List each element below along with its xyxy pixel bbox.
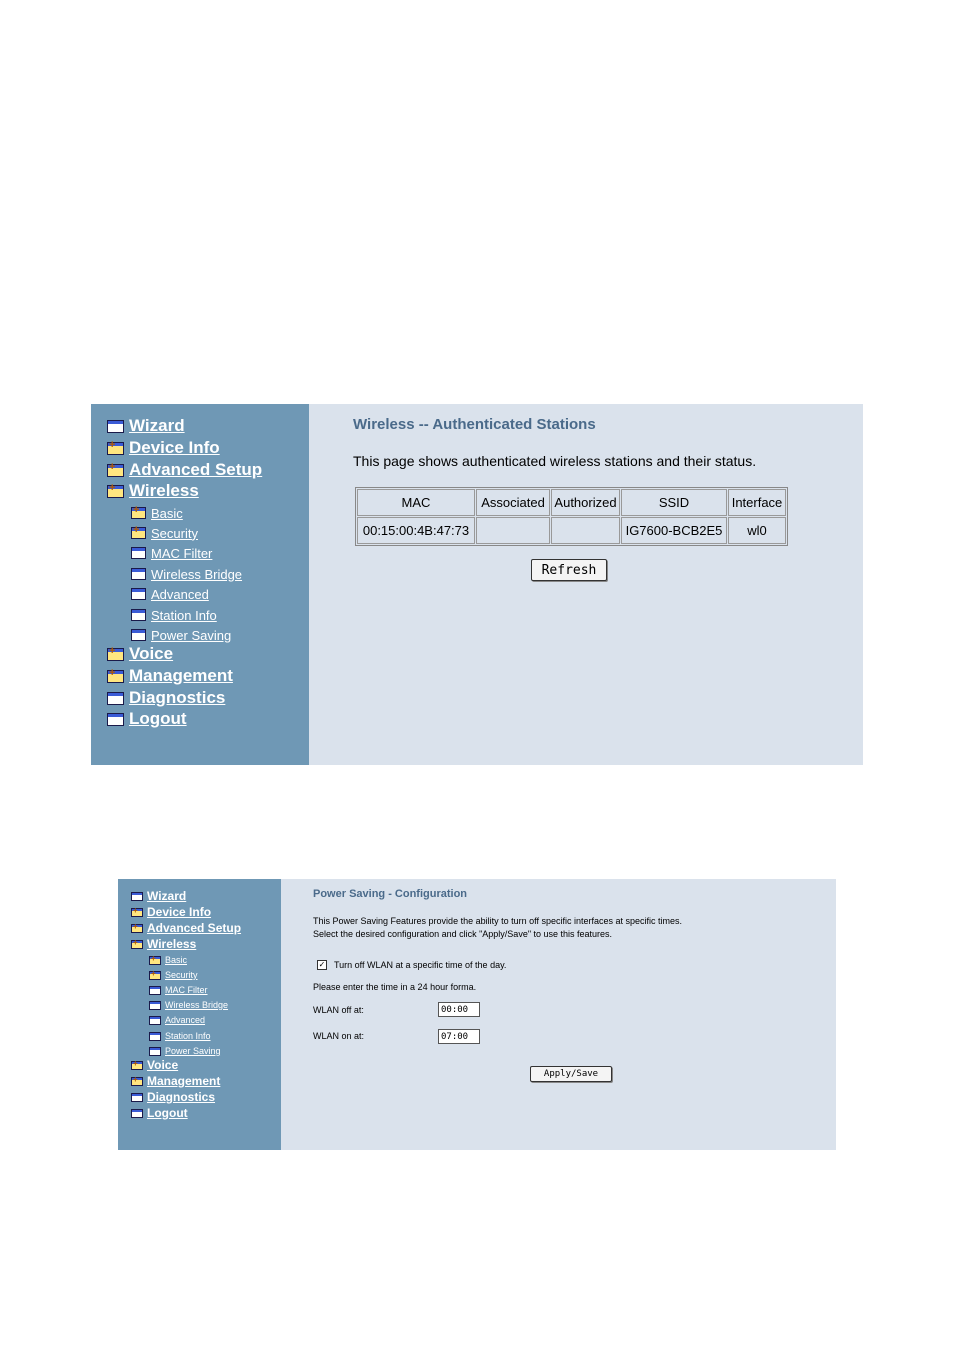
nav-voice[interactable]: Voice bbox=[147, 1058, 179, 1072]
station-interface: wl0 bbox=[728, 517, 786, 544]
column-header: Authorized bbox=[551, 489, 620, 516]
folder-icon bbox=[149, 986, 161, 995]
folder-plus-icon bbox=[107, 670, 124, 683]
nav-wireless-mac-filter[interactable]: MAC Filter bbox=[165, 985, 208, 995]
nav-wireless-basic[interactable]: Basic bbox=[165, 955, 188, 965]
content-area bbox=[309, 404, 863, 765]
nav-wireless-power-saving[interactable]: Power Saving bbox=[151, 627, 232, 643]
column-header: MAC bbox=[357, 489, 475, 516]
wlan-on-label: WLAN on at: bbox=[313, 1031, 365, 1041]
nav-wireless-basic[interactable]: Basic bbox=[151, 505, 183, 521]
wlan-schedule-checkbox[interactable]: ✓ bbox=[318, 960, 326, 969]
nav-wireless-security[interactable]: Security bbox=[165, 970, 198, 980]
folder-icon bbox=[107, 713, 124, 726]
nav-wireless-station-info[interactable]: Station Info bbox=[165, 1031, 211, 1041]
folder-icon bbox=[149, 1032, 161, 1041]
nav-wireless-advanced[interactable]: Advanced bbox=[151, 586, 209, 602]
nav-device-info[interactable]: Device Info bbox=[129, 438, 220, 457]
checkbox-label: Turn off WLAN at a specific time of the day. bbox=[334, 960, 507, 970]
page-description: This Power Saving Features provide the ability to turn off specific interfaces at specific times. bbox=[313, 916, 682, 926]
folder-plus-icon bbox=[131, 924, 143, 933]
page-title: Power Saving - Configuration bbox=[313, 888, 468, 900]
nav-wizard[interactable]: Wizard bbox=[129, 416, 185, 435]
folder-icon bbox=[131, 609, 146, 621]
folder-plus-icon bbox=[149, 971, 161, 980]
apply-save-button[interactable]: Apply/Save bbox=[530, 1066, 612, 1082]
folder-icon bbox=[107, 692, 124, 705]
nav-management[interactable]: Management bbox=[147, 1074, 221, 1088]
stations-table bbox=[355, 487, 788, 546]
nav-device-info[interactable]: Device Info bbox=[147, 905, 212, 919]
nav-wireless[interactable]: Wireless bbox=[147, 937, 197, 951]
folder-icon bbox=[131, 629, 146, 641]
wlan-off-time-input[interactable] bbox=[438, 1002, 480, 1017]
sidebar bbox=[118, 879, 281, 1150]
nav-wizard[interactable]: Wizard bbox=[147, 889, 187, 903]
folder-plus-icon bbox=[107, 442, 124, 455]
nav-advanced-setup[interactable]: Advanced Setup bbox=[129, 460, 263, 479]
table-header-row bbox=[357, 489, 786, 516]
nav-wireless-power-saving[interactable]: Power Saving bbox=[165, 1046, 221, 1056]
sidebar bbox=[91, 404, 309, 765]
folder-plus-icon bbox=[131, 507, 146, 519]
folder-icon bbox=[131, 892, 143, 901]
nav-wireless-station-info[interactable]: Station Info bbox=[151, 607, 217, 623]
folder-icon bbox=[131, 1109, 143, 1118]
nav-wireless-bridge[interactable]: Wireless Bridge bbox=[151, 566, 243, 582]
nav-advanced-setup[interactable]: Advanced Setup bbox=[147, 921, 242, 935]
folder-icon bbox=[131, 1093, 143, 1102]
folder-icon bbox=[149, 1001, 161, 1010]
folder-plus-icon bbox=[107, 485, 124, 498]
nav-logout[interactable]: Logout bbox=[147, 1106, 188, 1120]
content-area bbox=[281, 879, 836, 1150]
folder-plus-icon bbox=[107, 648, 124, 661]
folder-icon bbox=[149, 1047, 161, 1056]
folder-icon bbox=[131, 588, 146, 600]
folder-icon bbox=[149, 1016, 161, 1025]
nav-logout[interactable]: Logout bbox=[129, 709, 187, 728]
nav-wireless-advanced[interactable]: Advanced bbox=[165, 1015, 206, 1025]
column-header: Associated bbox=[476, 489, 550, 516]
page-description: This page shows authenticated wireless stations and their status. bbox=[353, 453, 757, 469]
folder-icon bbox=[131, 547, 146, 559]
folder-plus-icon bbox=[131, 908, 143, 917]
folder-plus-icon bbox=[131, 940, 143, 949]
nav-wireless[interactable]: Wireless bbox=[129, 481, 199, 500]
page-description: Select the desired configuration and click "Apply/Save" to use this features. bbox=[313, 929, 613, 939]
station-ssid: IG7600-BCB2E5 bbox=[621, 517, 727, 544]
folder-plus-icon bbox=[107, 464, 124, 477]
nav-wireless-mac-filter[interactable]: MAC Filter bbox=[151, 545, 213, 561]
nav-voice[interactable]: Voice bbox=[129, 644, 174, 663]
nav-management[interactable]: Management bbox=[129, 666, 233, 685]
column-header: SSID bbox=[621, 489, 727, 516]
folder-plus-icon bbox=[131, 527, 146, 539]
table-row bbox=[357, 517, 786, 544]
power-saving-screen bbox=[118, 879, 836, 1150]
station-info-screen bbox=[91, 404, 863, 765]
refresh-button[interactable]: Refresh bbox=[531, 559, 607, 581]
nav-wireless-security[interactable]: Security bbox=[151, 525, 198, 541]
wlan-off-label: WLAN off at: bbox=[313, 1005, 364, 1015]
folder-plus-icon bbox=[131, 1077, 143, 1086]
folder-icon bbox=[107, 420, 124, 433]
folder-plus-icon bbox=[149, 956, 161, 965]
folder-plus-icon bbox=[131, 1061, 143, 1070]
station-associated bbox=[476, 517, 550, 544]
nav-wireless-bridge[interactable]: Wireless Bridge bbox=[165, 1000, 229, 1010]
column-header: Interface bbox=[728, 489, 786, 516]
page-title: Wireless -- Authenticated Stations bbox=[353, 416, 596, 433]
folder-icon bbox=[131, 568, 146, 580]
nav-diagnostics[interactable]: Diagnostics bbox=[147, 1090, 216, 1104]
time-format-hint: Please enter the time in a 24 hour forma. bbox=[313, 982, 477, 992]
wlan-on-time-input[interactable] bbox=[438, 1029, 480, 1044]
station-mac: 00:15:00:4B:47:73 bbox=[357, 517, 475, 544]
nav-diagnostics[interactable]: Diagnostics bbox=[129, 688, 226, 707]
station-authorized bbox=[551, 517, 620, 544]
